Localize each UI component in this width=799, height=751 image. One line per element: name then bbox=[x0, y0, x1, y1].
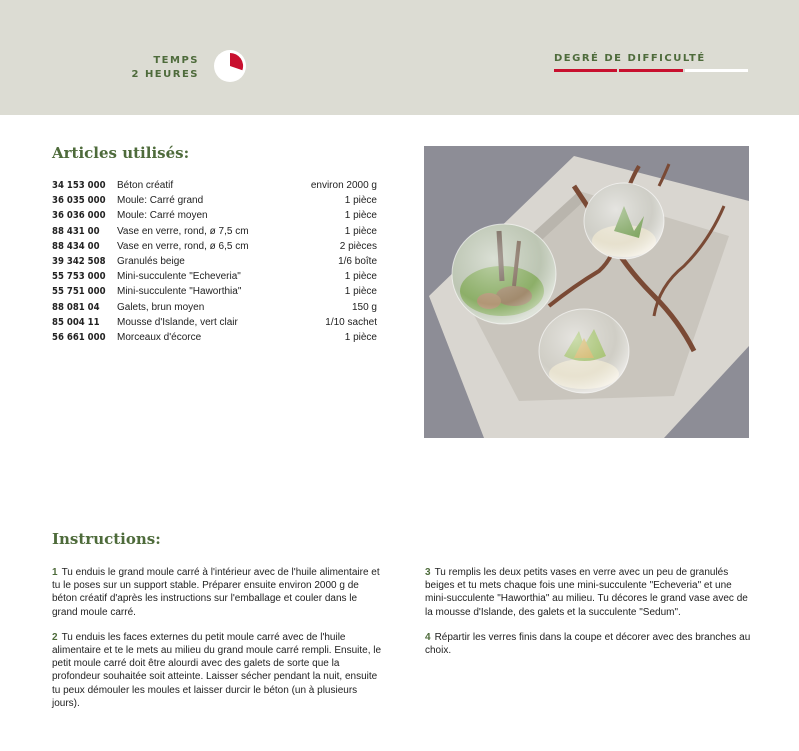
difficulty-segment bbox=[554, 69, 617, 72]
time-title: TEMPS bbox=[153, 55, 199, 66]
article-name: Mini-succulente "Echeveria" bbox=[117, 271, 241, 283]
article-row bbox=[52, 178, 377, 193]
article-name: Vase en verre, rond, ø 7,5 cm bbox=[117, 225, 249, 237]
article-code: 55 751 000 bbox=[52, 286, 106, 298]
article-name: Moule: Carré moyen bbox=[117, 210, 208, 222]
article-code: 88 081 04 bbox=[52, 301, 100, 313]
step-text: Tu enduis le grand moule carré à l'intérieur avec de l'huile alimentaire et tu le poses sur un support stable. Préparer ensuite environ 2000 g de béton créatif d'après les instructions sur l'emballage et couler dans le grand moule carré. bbox=[52, 567, 380, 618]
article-row bbox=[52, 315, 377, 330]
difficulty-meter bbox=[554, 69, 748, 72]
instruction-step bbox=[52, 631, 382, 710]
article-quantity: 1 pièce bbox=[344, 225, 377, 237]
header-band bbox=[0, 0, 799, 115]
product-photo bbox=[424, 146, 749, 438]
step-text: Répartir les verres finis dans la coupe et décorer avec des branches au choix. bbox=[425, 631, 751, 657]
article-quantity: 1 pièce bbox=[344, 271, 377, 283]
article-quantity: 1 pièce bbox=[344, 195, 377, 207]
step-number: 3 bbox=[425, 567, 431, 578]
difficulty-segment bbox=[619, 69, 682, 72]
article-code: 34 153 000 bbox=[52, 180, 106, 191]
article-quantity: environ 2000 g bbox=[310, 180, 377, 191]
instructions-left-column bbox=[52, 566, 382, 722]
difficulty-segment bbox=[685, 69, 748, 72]
instructions-title: Instructions: bbox=[52, 530, 161, 548]
time-value: 2 HEURES bbox=[131, 69, 199, 80]
article-row bbox=[52, 254, 377, 269]
article-code: 39 342 508 bbox=[52, 256, 106, 268]
article-row bbox=[52, 239, 377, 254]
article-code: 56 661 000 bbox=[52, 332, 106, 344]
article-code: 36 036 000 bbox=[52, 210, 106, 222]
step-text: Tu enduis les faces externes du petit moule carré avec de l'huile alimentaire et te le mets au milieu du grand moule carré rempli. Ensuite, le petit moule carré doit être alourdi avec des galets de sorte que la profondeur souhaitée soit atteinte. Laisser sécher pendant la nuit, ensuite tu peux démouler les moules et laisser durcir le béton (un à plusieurs jours). bbox=[52, 631, 382, 709]
article-quantity: 150 g bbox=[351, 301, 377, 313]
step-number: 1 bbox=[52, 567, 58, 578]
article-quantity: 1 pièce bbox=[344, 210, 377, 222]
article-code: 85 004 11 bbox=[52, 316, 100, 328]
article-name: Mini-succulente "Haworthia" bbox=[117, 286, 242, 298]
article-name: Mousse d'Islande, vert clair bbox=[117, 316, 238, 328]
step-number: 2 bbox=[52, 631, 58, 643]
instruction-step bbox=[52, 566, 382, 619]
article-row bbox=[52, 269, 377, 284]
article-quantity: 1 pièce bbox=[344, 332, 377, 344]
article-name: Granulés beige bbox=[117, 256, 185, 268]
article-quantity: 2 pièces bbox=[339, 240, 377, 252]
article-row bbox=[52, 193, 377, 208]
article-quantity: 1 pièce bbox=[344, 286, 377, 298]
clock-icon bbox=[213, 49, 247, 83]
instructions-right-column bbox=[425, 566, 755, 669]
article-quantity: 1/10 sachet bbox=[325, 316, 377, 328]
article-name: Moule: Carré grand bbox=[117, 195, 204, 207]
article-name: Galets, brun moyen bbox=[117, 301, 205, 313]
terrarium-image bbox=[424, 146, 749, 438]
article-quantity: 1/6 boîte bbox=[338, 256, 377, 268]
article-code: 36 035 000 bbox=[52, 195, 106, 207]
article-name: Béton créatif bbox=[117, 180, 174, 191]
articles-title: Articles utilisés: bbox=[52, 144, 190, 162]
step-number: 4 bbox=[425, 631, 431, 643]
article-name: Morceaux d'écorce bbox=[117, 332, 202, 344]
article-code: 55 753 000 bbox=[52, 271, 106, 283]
article-row bbox=[52, 284, 377, 299]
articles-list bbox=[52, 178, 377, 345]
article-row bbox=[52, 208, 377, 223]
step-text: Tu remplis les deux petits vases en verre avec un peu de granulés beiges et tu mets chaque fois une mini-succulente "Echeveria" et une mini-succulente "Haworthia" au milieu. Tu décores le grand vase avec de la mousse d'Islande, des galets et la succulente "Sedum". bbox=[425, 567, 748, 618]
instruction-step bbox=[425, 566, 755, 619]
article-code: 88 431 00 bbox=[52, 225, 100, 237]
difficulty-title: DEGRÉ DE DIFFICULTÉ bbox=[554, 53, 706, 64]
instruction-step bbox=[425, 631, 755, 657]
article-row bbox=[52, 224, 377, 239]
article-row bbox=[52, 300, 377, 315]
article-name: Vase en verre, rond, ø 6,5 cm bbox=[117, 240, 249, 252]
time-label bbox=[132, 54, 200, 82]
article-code: 88 434 00 bbox=[52, 240, 100, 252]
article-row bbox=[52, 330, 377, 345]
